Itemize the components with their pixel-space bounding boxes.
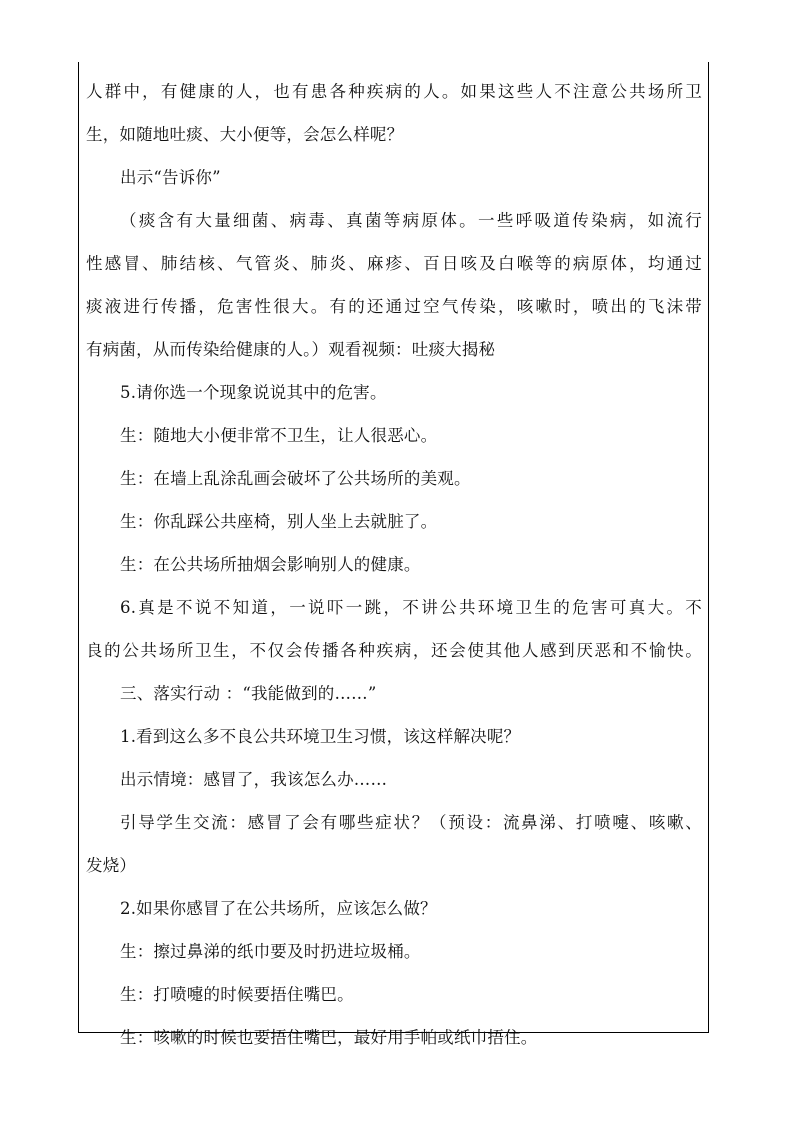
text-line: 生：咳嗽的时候也要捂住嘴巴，最好用手帕或纸巾捂住。 [120, 1028, 538, 1047]
text-line: 出示“告诉你” [120, 168, 221, 187]
text-line: 5.请你选一个现象说说其中的危害。 [120, 383, 387, 402]
text-line: 引导学生交流：感冒了会有哪些症状？（预设：流鼻涕、打喷嚏、咳嗽、 [120, 813, 702, 832]
text-line: 1.看到这么多不良公共环境卫生习惯，该这样解决呢？ [120, 727, 521, 746]
text-line: 良的公共场所卫生，不仅会传播各种疾病，还会使其他人感到厌恶和不愉快。 [86, 641, 702, 660]
text-line: 生：打喷嚏的时候要捂住嘴巴。 [120, 985, 354, 1004]
text-line: 生：在墙上乱涂乱画会破坏了公共场所的美观。 [120, 469, 471, 488]
text-line: 生：你乱踩公共座椅，别人坐上去就脏了。 [120, 512, 438, 531]
text-line: 三、落实行动 ：“我能做到的……” [120, 684, 377, 703]
text-line: 出示情境：感冒了，我该怎么办…… [120, 770, 388, 789]
text-line: 有病菌，从而传染给健康的人。）观看视频：吐痰大揭秘 [86, 340, 496, 359]
text-line: 痰液进行传播，危害性很大。有的还通过空气传染，咳嗽时，喷出的飞沫带 [86, 297, 702, 316]
text-line: 生，如随地吐痰、大小便等，会怎么样呢？ [86, 125, 404, 144]
text-line: 人群中，有健康的人，也有患各种疾病的人。如果这些人不注意公共场所卫 [86, 82, 702, 101]
text-line: 2.如果你感冒了在公共场所，应该怎么做？ [120, 899, 437, 918]
text-line: 发烧） [86, 856, 137, 875]
text-line: 生：在公共场所抽烟会影响别人的健康。 [120, 555, 421, 574]
text-line: 生：擦过鼻涕的纸巾要及时扔进垃圾桶。 [120, 942, 421, 961]
text-line: （痰含有大量细菌、病毒、真菌等病原体。一些呼吸道传染病，如流行 [120, 211, 702, 230]
document-body [86, 78, 702, 1067]
text-line: 性感冒、肺结核、气管炎、肺炎、麻疹、百日咳及白喉等的病原体，均通过 [86, 254, 702, 273]
text-line: 6.真是不说不知道，一说吓一跳，不讲公共环境卫生的危害可真大。不 [120, 598, 702, 617]
text-line: 生：随地大小便非常不卫生，让人很恶心。 [120, 426, 438, 445]
